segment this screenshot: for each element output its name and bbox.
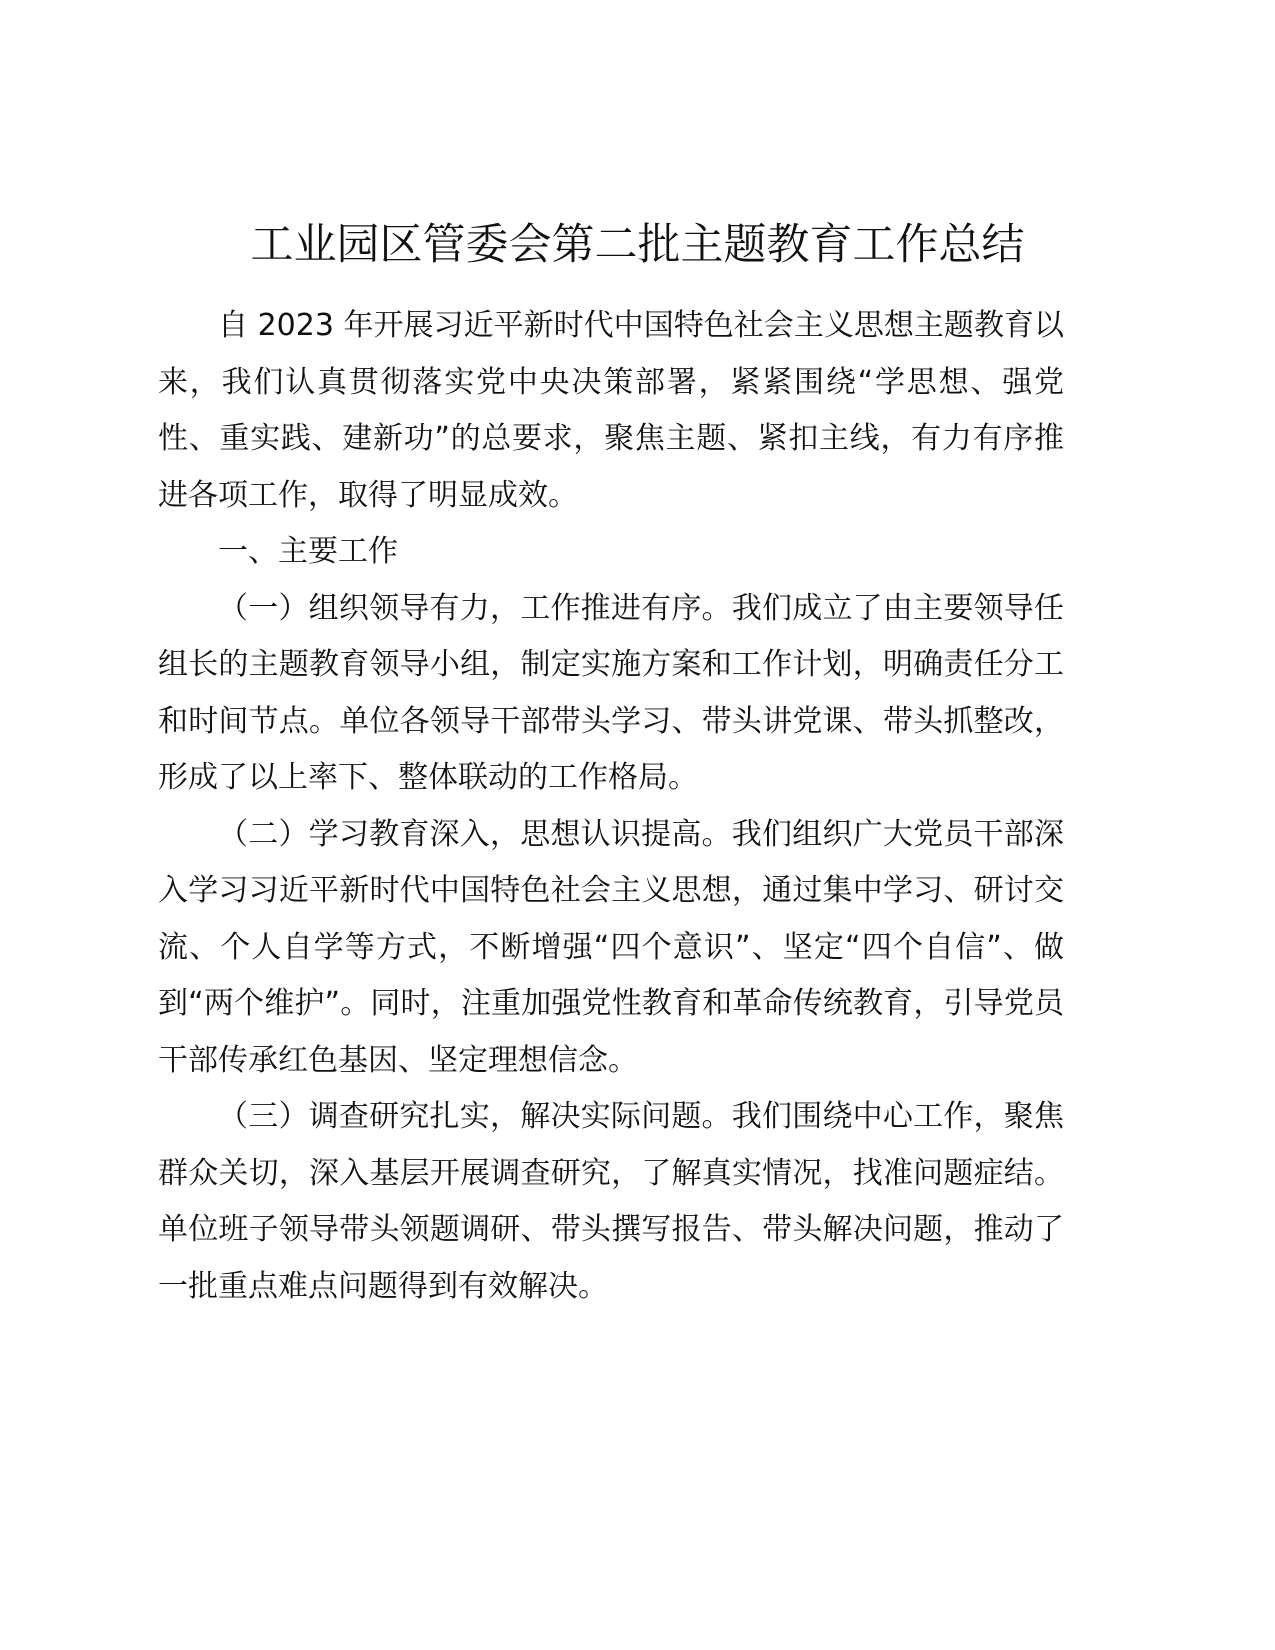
paragraph-study-education: （二）学习教育深入，思想认识提高。我们组织广大党员干部深入学习习近平新时代中国特色社会主义思想，通过集中学习、研讨交流、个人自学等方式，不断增强“四个意识”、坚定“四个自信”、做到“两个维护”。同时，注重加强党性教育和革命传统教育，引导党员干部传承红色基因、坚定理想信念。 bbox=[158, 816, 1064, 1078]
intro-paragraph: 自 2023 年开展习近平新时代中国特色社会主义思想主题教育以来，我们认真贯彻落实党中央决策部署，紧紧围绕“学思想、强党性、重实践、建新功”的总要求，聚焦主题、紧扣主线，有力有序推进各项工作，取得了明显成效。 bbox=[158, 308, 1064, 513]
section-heading-main-work: 一、主要工作 bbox=[218, 534, 398, 569]
document-body bbox=[158, 298, 1064, 1315]
paragraph-investigation-research: （三）调查研究扎实，解决实际问题。我们围绕中心工作，聚焦群众关切，深入基层开展调查研究，了解真实情况，找准问题症结。单位班子领导带头领题调研、带头撰写报告、带头解决问题，推动了一批重点难点问题得到有效解决。 bbox=[158, 1099, 1064, 1304]
paragraph-organization-leadership: （一）组织领导有力，工作推进有序。我们成立了由主要领导任组长的主题教育领导小组，制定实施方案和工作计划，明确责任分工和时间节点。单位各领导干部带头学习、带头讲党课、带头抓整改，形成了以上率下、整体联动的工作格局。 bbox=[158, 590, 1064, 795]
document-title: 工业园区管委会第二批主题教育工作总结 bbox=[250, 220, 1025, 270]
